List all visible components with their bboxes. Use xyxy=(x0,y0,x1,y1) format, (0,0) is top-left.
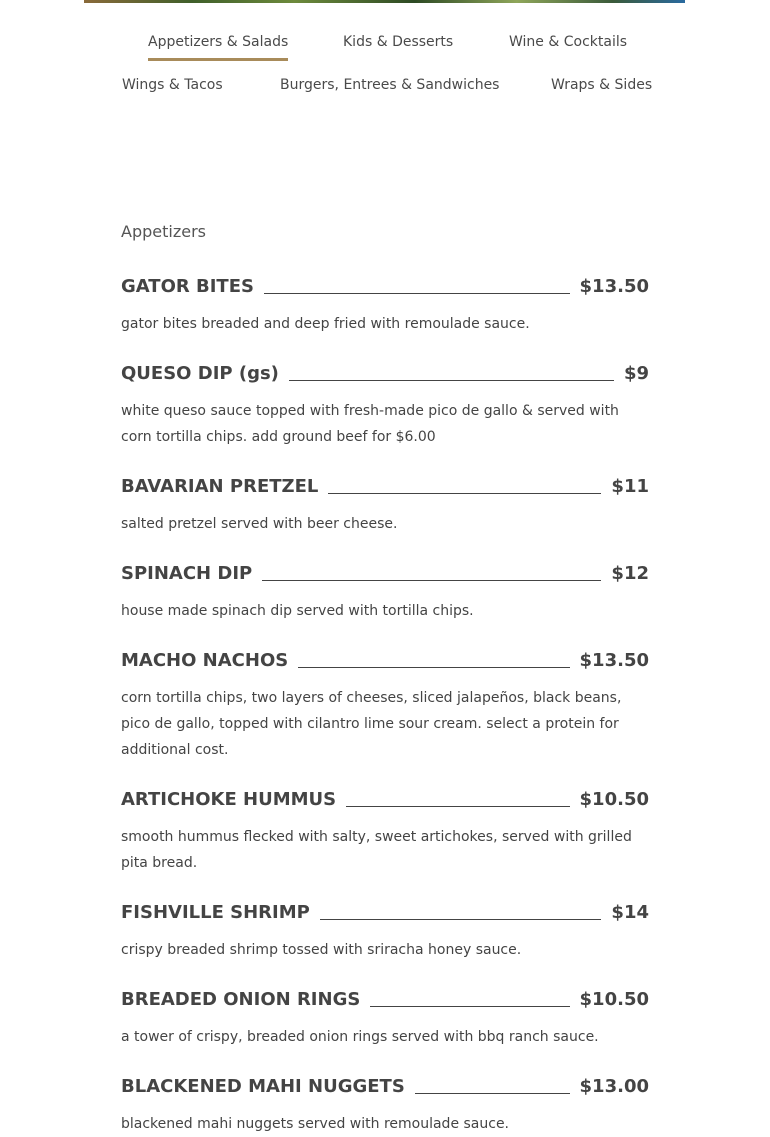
item-price: $13.50 xyxy=(579,276,649,297)
menu-item xyxy=(121,986,649,1050)
item-price: $11 xyxy=(611,476,649,497)
header-banner-image xyxy=(84,0,685,3)
menu-item xyxy=(121,786,649,876)
item-description: gator bites breaded and deep fried with remoulade sauce. xyxy=(121,316,530,332)
item-description: corn tortilla chips, two layers of cheeses, sliced jalapeños, black beans, pico de gallo, topped with cilantro lime sour cream. select a protein for additional cost. xyxy=(121,690,622,758)
price-leader-line xyxy=(262,579,601,581)
item-name: GATOR BITES xyxy=(121,276,254,297)
item-price: $14 xyxy=(611,902,649,923)
item-description: smooth hummus flecked with salty, sweet artichokes, served with grilled pita bread. xyxy=(121,829,632,871)
item-description: white queso sauce topped with fresh-made pico de gallo & served with corn tortilla chips. add ground beef for $6.00 xyxy=(121,403,619,445)
menu-item xyxy=(121,560,649,624)
tab-wraps-sides[interactable]: Wraps & Sides xyxy=(551,77,653,93)
price-leader-line xyxy=(298,666,569,668)
item-price: $10.50 xyxy=(579,989,649,1010)
menu-item xyxy=(121,360,649,450)
item-price: $10.50 xyxy=(579,789,649,810)
item-description: blackened mahi nuggets served with remoulade sauce. xyxy=(121,1116,510,1132)
item-price: $13.50 xyxy=(579,650,649,671)
item-price: $13.00 xyxy=(579,1076,649,1097)
item-description: salted pretzel served with beer cheese. xyxy=(121,516,398,532)
category-tabs-row-1 xyxy=(0,32,770,62)
price-leader-line xyxy=(320,918,602,920)
item-name: MACHO NACHOS xyxy=(121,650,289,671)
item-description: crispy breaded shrimp tossed with sriracha honey sauce. xyxy=(121,942,522,958)
price-leader-line xyxy=(370,1005,569,1007)
tab-kids-desserts[interactable]: Kids & Desserts xyxy=(343,34,454,50)
price-leader-line xyxy=(346,805,569,807)
item-description: house made spinach dip served with tortilla chips. xyxy=(121,603,474,619)
menu-item xyxy=(121,899,649,963)
item-price: $9 xyxy=(623,363,649,384)
menu-item xyxy=(121,273,649,337)
item-name: SPINACH DIP xyxy=(121,563,253,584)
item-name: BREADED ONION RINGS xyxy=(121,989,361,1010)
menu-item xyxy=(121,647,649,763)
menu-item xyxy=(121,1073,649,1137)
item-name: ARTICHOKE HUMMUS xyxy=(121,789,337,810)
tab-wings-tacos[interactable]: Wings & Tacos xyxy=(122,77,223,93)
tab-burgers-entrees-sandwiches[interactable]: Burgers, Entrees & Sandwiches xyxy=(280,77,500,93)
tab-wine-cocktails[interactable]: Wine & Cocktails xyxy=(509,34,628,50)
item-name: BAVARIAN PRETZEL xyxy=(121,476,319,497)
price-leader-line xyxy=(328,492,601,494)
menu-item xyxy=(121,473,649,537)
category-tabs-row-2 xyxy=(0,75,770,105)
item-name: FISHVILLE SHRIMP xyxy=(121,902,310,923)
item-description: a tower of crispy, breaded onion rings served with bbq ranch sauce. xyxy=(121,1029,599,1045)
item-name: QUESO DIP (gs) xyxy=(121,363,279,384)
price-leader-line xyxy=(415,1092,570,1094)
item-price: $12 xyxy=(611,563,649,584)
section-title: Appetizers xyxy=(121,222,206,241)
item-name: BLACKENED MAHI NUGGETS xyxy=(121,1076,405,1097)
tab-appetizers-salads[interactable]: Appetizers & Salads xyxy=(148,34,289,50)
price-leader-line xyxy=(289,379,614,381)
price-leader-line xyxy=(264,292,570,294)
